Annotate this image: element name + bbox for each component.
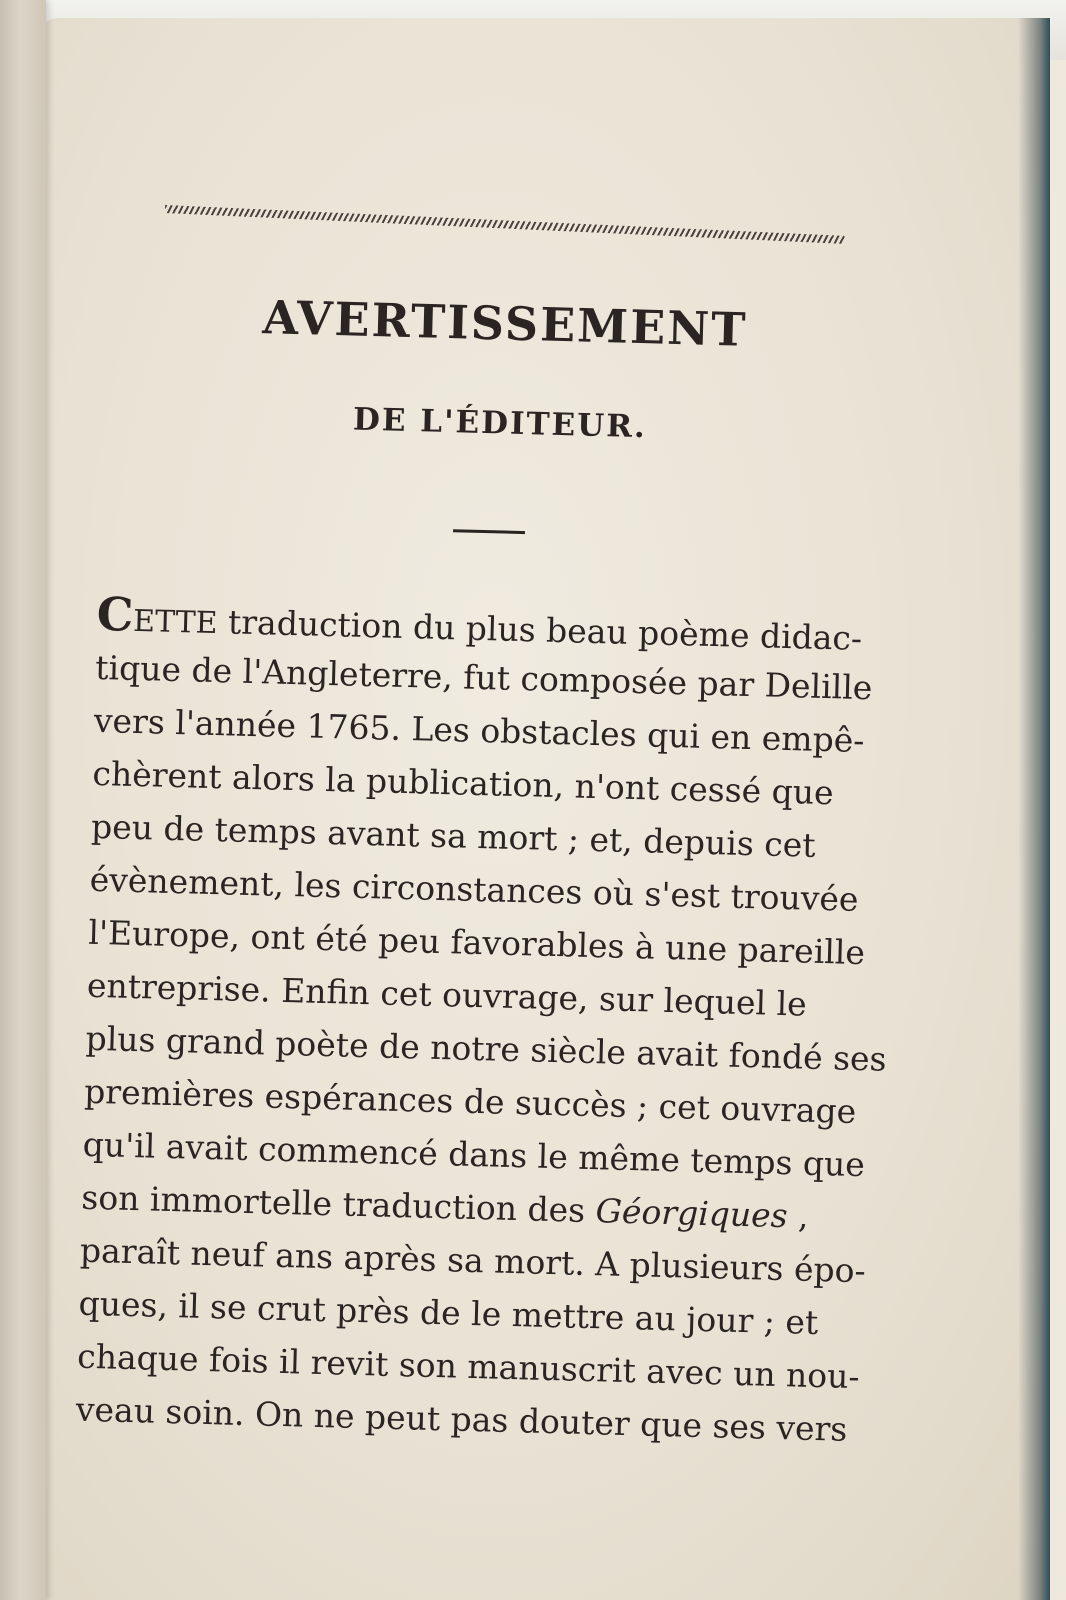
text-line: tique de l'Angleterre, fut composée par Delille <box>94 647 873 708</box>
text-line: veau soin. On ne peut pas douter que ses vers <box>75 1389 848 1449</box>
text-line: entreprise. Enfin cet ouvrage, sur lequel le <box>86 965 808 1024</box>
body-paragraph <box>75 586 888 1455</box>
text-line: vers l'année 1765. Les obstacles qui en empê- <box>93 700 865 761</box>
text-line: l'Europe, ont été peu favorables à une pareille <box>87 912 866 973</box>
italic-line-after: , <box>787 1196 810 1236</box>
text-line: chèrent alors la publication, n'ont cessé que <box>92 753 835 813</box>
page-subtitle: DE L'ÉDITEUR. <box>352 401 648 446</box>
page-title: AVERTISSEMENT <box>261 290 749 357</box>
title-divider <box>453 529 525 534</box>
text-line: évènement, les circonstances où s'est trouvée <box>89 859 860 919</box>
text-line: ques, il se crut près de le mettre au jour ; et <box>78 1283 819 1343</box>
text-line: paraît neuf ans après sa mort. A plusieurs épo- <box>79 1230 867 1291</box>
italic-title: Géorgiques <box>595 1191 789 1236</box>
text-line: premières espérances de succès ; cet ouvrage <box>83 1071 857 1131</box>
drop-cap: C <box>96 586 135 642</box>
text-line: plus grand poète de notre siècle avait fondé ses <box>85 1018 888 1079</box>
text-line: peu de temps avant sa mort ; et, depuis cet <box>90 806 817 865</box>
text-line: qu'il avait commencé dans le même temps que <box>82 1124 866 1185</box>
italic-line-before: son immortelle traduction des <box>80 1177 597 1231</box>
first-word-rest: ETTE <box>132 603 218 642</box>
text-line: chaque fois il revit son manuscrit avec un nou- <box>76 1336 861 1397</box>
first-line-rest: traduction du plus beau poème didac- <box>217 602 863 658</box>
